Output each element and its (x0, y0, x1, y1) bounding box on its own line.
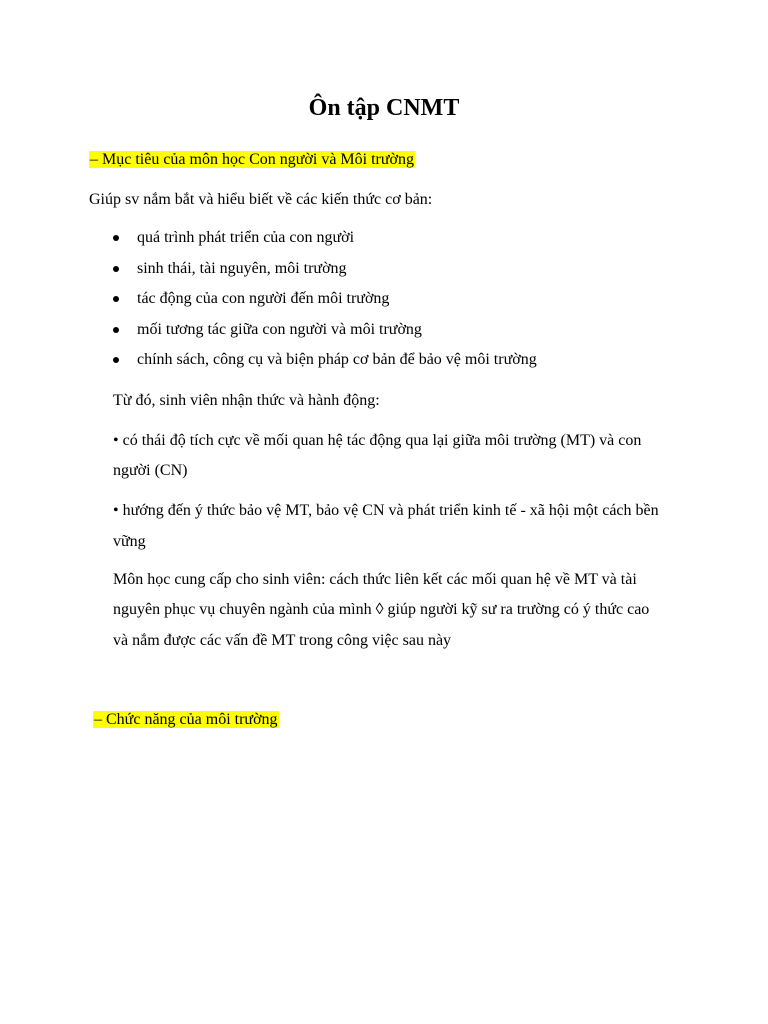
intro-text: Giúp sv nắm bắt và hiểu biết về các kiến thức cơ bản: (89, 191, 433, 208)
bullet-icon (113, 357, 119, 363)
section-heading-functions (93, 710, 279, 730)
list-item-text: chính sách, công cụ và biện pháp cơ bản để bảo vệ môi trường (137, 351, 537, 368)
list-item (113, 259, 537, 290)
action-2-line-2: vững (113, 533, 146, 550)
bullet-icon (113, 296, 119, 302)
summary-line-3: và nắm được các vấn đề MT trong công việc sau này (113, 632, 452, 649)
objectives-list (113, 228, 537, 381)
section-heading-functions-text: – Chức năng của môi trường (94, 711, 278, 728)
list-item-text: sinh thái, tài nguyên, môi trường (137, 259, 347, 277)
action-2-line-1: • hướng đến ý thức bảo vệ MT, bảo vệ CN và phát triển kinh tế - xã hội một cách bền (113, 502, 659, 519)
list-item (113, 350, 537, 381)
action-1-line-1: • có thái độ tích cực về mối quan hệ tác động qua lại giữa môi trường (MT) và con (113, 432, 642, 449)
list-item (113, 289, 537, 320)
list-item (113, 320, 537, 351)
section-heading-objectives (89, 150, 415, 170)
summary-line-1: Môn học cung cấp cho sinh viên: cách thức liên kết các mối quan hệ về MT và tài (113, 571, 637, 588)
document-title: Ôn tập CNMT (308, 95, 460, 121)
bullet-icon (113, 235, 119, 241)
list-item-text: tác động của con người đến môi trường (137, 290, 390, 307)
list-item-text: quá trình phát triển của con người (137, 229, 355, 246)
list-item (113, 228, 537, 259)
list-item-text: mối tương tác giữa con người và môi trường (137, 320, 422, 338)
summary-line-2: nguyên phục vụ chuyên ngành của mình ◊ giúp người kỹ sư ra trường có ý thức cao (113, 601, 650, 618)
bullet-icon (113, 266, 119, 272)
from-there-text: Từ đó, sinh viên nhận thức và hành động: (113, 392, 380, 409)
section-heading-objectives-text: – Mục tiêu của môn học Con người và Môi trường (90, 151, 414, 168)
action-1-line-2: người (CN) (113, 462, 188, 479)
bullet-icon (113, 327, 119, 333)
